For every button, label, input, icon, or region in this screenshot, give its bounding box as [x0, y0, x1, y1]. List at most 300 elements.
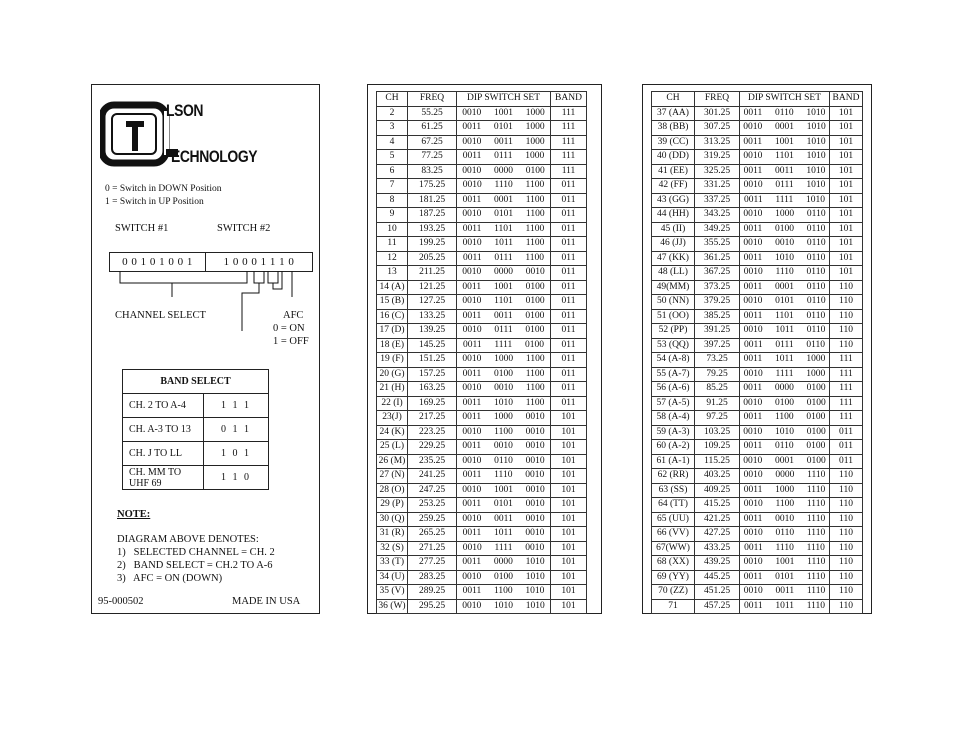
cell-channel: 6 [377, 164, 408, 179]
cell-dip-switch: 0010 1101 1010 [740, 150, 830, 165]
cell-dip-switch: 0011 0111 1000 [457, 150, 551, 165]
cell-channel: 56 (A-6) [652, 382, 695, 397]
cell-dip-switch: 0010 1110 0110 [740, 266, 830, 281]
cell-dip-switch: 0011 1101 0110 [740, 309, 830, 324]
logo-word-bottom: ECHNOLOGY [171, 147, 258, 166]
cell-frequency: 157.25 [408, 367, 457, 382]
table-row [652, 121, 863, 136]
table-row [652, 396, 863, 411]
cell-channel: 58 (A-4) [652, 411, 695, 426]
table-row [377, 483, 587, 498]
cell-band: 101 [551, 498, 587, 513]
cell-channel: 65 (UU) [652, 512, 695, 527]
cell-frequency: 55.25 [408, 106, 457, 121]
cell-frequency: 115.25 [695, 454, 740, 469]
cell-dip-switch: 0010 0000 0100 [457, 164, 551, 179]
band-value: 1 1 0 [204, 466, 269, 490]
cell-frequency: 385.25 [695, 309, 740, 324]
cell-frequency: 73.25 [695, 353, 740, 368]
table-row [652, 179, 863, 194]
cell-frequency: 403.25 [695, 469, 740, 484]
cell-channel: 53 (QQ) [652, 338, 695, 353]
table-row [377, 411, 587, 426]
table-body [652, 106, 863, 614]
cell-frequency: 223.25 [408, 425, 457, 440]
cell-channel: 9 [377, 208, 408, 223]
cell-channel: 46 (JJ) [652, 237, 695, 252]
table-row [377, 135, 587, 150]
cell-band: 011 [551, 367, 587, 382]
cell-band: 110 [830, 556, 863, 571]
cell-channel: 25 (L) [377, 440, 408, 455]
cell-band: 011 [830, 454, 863, 469]
cell-channel: 63 (SS) [652, 483, 695, 498]
cell-dip-switch: 0010 0011 1110 [740, 585, 830, 600]
cell-channel: 61 (A-1) [652, 454, 695, 469]
note-line-3: 3) AFC = ON (DOWN) [117, 573, 223, 584]
table-row [377, 280, 587, 295]
table-row [652, 382, 863, 397]
cell-dip-switch: 0011 1100 1010 [457, 585, 551, 600]
cell-frequency: 415.25 [695, 498, 740, 513]
table-row [652, 556, 863, 571]
cell-dip-switch: 0011 0000 1010 [457, 556, 551, 571]
cell-dip-switch: 0011 1010 0110 [740, 251, 830, 266]
cell-frequency: 193.25 [408, 222, 457, 237]
cell-frequency: 379.25 [695, 295, 740, 310]
cell-channel: 51 (OO) [652, 309, 695, 324]
table-row [652, 266, 863, 281]
table-row [377, 324, 587, 339]
cell-channel: 3 [377, 121, 408, 136]
table-row [377, 527, 587, 542]
cell-band: 110 [830, 541, 863, 556]
band-select-title: BAND SELECT [123, 370, 269, 394]
cell-frequency: 229.25 [408, 440, 457, 455]
cell-dip-switch: 0011 1110 0010 [457, 469, 551, 484]
cell-frequency: 151.25 [408, 353, 457, 368]
cell-dip-switch: 0010 1000 1100 [457, 353, 551, 368]
cell-frequency: 265.25 [408, 527, 457, 542]
band-row [123, 394, 269, 418]
cell-band: 011 [551, 309, 587, 324]
cell-frequency: 445.25 [695, 570, 740, 585]
cell-channel: 4 [377, 135, 408, 150]
cell-band: 011 [551, 193, 587, 208]
table-row [377, 498, 587, 513]
reference-card [91, 84, 320, 614]
table-row [377, 556, 587, 571]
table-row [377, 512, 587, 527]
cell-channel: 48 (LL) [652, 266, 695, 281]
header-band: BAND [551, 92, 587, 107]
cell-frequency: 295.25 [408, 599, 457, 614]
band-label: CH. MM TO UHF 69 [123, 466, 204, 490]
cell-band: 101 [551, 425, 587, 440]
table-row [652, 570, 863, 585]
cell-frequency: 127.25 [408, 295, 457, 310]
cell-frequency: 169.25 [408, 396, 457, 411]
cell-frequency: 163.25 [408, 382, 457, 397]
cell-band: 101 [830, 251, 863, 266]
cell-channel: 54 (A-8) [652, 353, 695, 368]
cell-dip-switch: 0011 0011 1010 [740, 164, 830, 179]
cell-frequency: 83.25 [408, 164, 457, 179]
afc-off-label: 1 = OFF [273, 336, 309, 347]
cell-channel: 24 (K) [377, 425, 408, 440]
cell-frequency: 91.25 [695, 396, 740, 411]
cell-band: 110 [830, 483, 863, 498]
cell-band: 101 [551, 541, 587, 556]
cell-frequency: 211.25 [408, 266, 457, 281]
cell-dip-switch: 0011 1011 1000 [740, 353, 830, 368]
switch2-label: SWITCH #2 [217, 223, 271, 234]
part-number: 95-000502 [98, 596, 144, 607]
cell-frequency: 187.25 [408, 208, 457, 223]
table-row [652, 454, 863, 469]
cell-channel: 70 (ZZ) [652, 585, 695, 600]
cell-frequency: 391.25 [695, 324, 740, 339]
header-dip: DIP SWITCH SET [740, 92, 830, 107]
cell-frequency: 325.25 [695, 164, 740, 179]
cell-channel: 32 (S) [377, 541, 408, 556]
cell-channel: 44 (HH) [652, 208, 695, 223]
cell-dip-switch: 0011 0110 1010 [740, 106, 830, 121]
table-row [652, 353, 863, 368]
cell-band: 011 [830, 440, 863, 455]
table-row [377, 106, 587, 121]
cell-dip-switch: 0011 0010 0010 [457, 440, 551, 455]
table-row [377, 266, 587, 281]
cell-channel: 34 (U) [377, 570, 408, 585]
table-row [652, 222, 863, 237]
cell-dip-switch: 0011 0001 1100 [457, 193, 551, 208]
table-row [652, 411, 863, 426]
cell-dip-switch: 0011 0100 1100 [457, 367, 551, 382]
cell-band: 110 [830, 570, 863, 585]
note-title: NOTE: [117, 509, 151, 520]
cell-band: 111 [551, 106, 587, 121]
cell-channel: 62 (RR) [652, 469, 695, 484]
table-row [377, 208, 587, 223]
table-row [377, 367, 587, 382]
cell-band: 111 [830, 367, 863, 382]
cell-band: 111 [551, 135, 587, 150]
cell-band: 110 [830, 309, 863, 324]
cell-frequency: 289.25 [408, 585, 457, 600]
header-band: BAND [830, 92, 863, 107]
cell-dip-switch: 0010 0111 1010 [740, 179, 830, 194]
cell-dip-switch: 0010 0011 1000 [457, 135, 551, 150]
table-row [377, 179, 587, 194]
table-row [377, 150, 587, 165]
table-row [652, 324, 863, 339]
cell-frequency: 355.25 [695, 237, 740, 252]
cell-dip-switch: 0010 0101 0110 [740, 295, 830, 310]
cell-frequency: 205.25 [408, 251, 457, 266]
cell-channel: 15 (B) [377, 295, 408, 310]
table-row [377, 193, 587, 208]
cell-dip-switch: 0010 1111 0010 [457, 541, 551, 556]
cell-band: 101 [830, 222, 863, 237]
cell-band: 101 [551, 469, 587, 484]
cell-channel: 13 [377, 266, 408, 281]
header-dip: DIP SWITCH SET [457, 92, 551, 107]
cell-dip-switch: 0010 0110 1110 [740, 527, 830, 542]
cell-frequency: 361.25 [695, 251, 740, 266]
note-line-1: 1) SELECTED CHANNEL = CH. 2 [117, 547, 275, 558]
cell-channel: 21 (H) [377, 382, 408, 397]
cell-channel: 38 (BB) [652, 121, 695, 136]
cell-dip-switch: 0011 1001 1010 [740, 135, 830, 150]
cell-frequency: 199.25 [408, 237, 457, 252]
cell-channel: 59 (A-3) [652, 425, 695, 440]
cell-channel: 52 (PP) [652, 324, 695, 339]
table-row [652, 541, 863, 556]
table-row [377, 251, 587, 266]
cell-dip-switch: 0010 1001 0010 [457, 483, 551, 498]
cell-dip-switch: 0011 1000 1110 [740, 483, 830, 498]
table-row [652, 469, 863, 484]
cell-channel: 69 (YY) [652, 570, 695, 585]
cell-frequency: 217.25 [408, 411, 457, 426]
cell-channel: 42 (FF) [652, 179, 695, 194]
cell-dip-switch: 0011 1100 0100 [740, 411, 830, 426]
cell-band: 011 [551, 353, 587, 368]
cell-channel: 28 (O) [377, 483, 408, 498]
table-row [652, 512, 863, 527]
cell-dip-switch: 0011 1101 1100 [457, 222, 551, 237]
cell-band: 111 [830, 353, 863, 368]
cell-dip-switch: 0011 1011 0010 [457, 527, 551, 542]
cell-dip-switch: 0011 1110 1110 [740, 541, 830, 556]
cell-frequency: 277.25 [408, 556, 457, 571]
cell-frequency: 139.25 [408, 324, 457, 339]
cell-channel: 19 (F) [377, 353, 408, 368]
table-row [652, 425, 863, 440]
cell-band: 101 [830, 121, 863, 136]
cell-band: 101 [551, 483, 587, 498]
table-row [652, 251, 863, 266]
cell-frequency: 109.25 [695, 440, 740, 455]
cell-channel: 5 [377, 150, 408, 165]
cell-frequency: 61.25 [408, 121, 457, 136]
cell-band: 011 [551, 251, 587, 266]
legend-line-2: 1 = Switch in UP Position [105, 197, 204, 207]
table-row [652, 150, 863, 165]
table-row [377, 454, 587, 469]
cell-frequency: 373.25 [695, 280, 740, 295]
cell-dip-switch: 0010 0100 1010 [457, 570, 551, 585]
cell-channel: 71 [652, 599, 695, 614]
afc-label: AFC [283, 310, 304, 321]
cell-channel: 2 [377, 106, 408, 121]
table-row [377, 585, 587, 600]
made-in-usa: MADE IN USA [232, 596, 301, 607]
cell-channel: 30 (Q) [377, 512, 408, 527]
cell-frequency: 235.25 [408, 454, 457, 469]
table-row [377, 338, 587, 353]
cell-channel: 20 (G) [377, 367, 408, 382]
cell-band: 111 [830, 396, 863, 411]
cell-band: 101 [551, 411, 587, 426]
table-row [652, 208, 863, 223]
cell-band: 011 [551, 382, 587, 397]
table-row [377, 353, 587, 368]
cell-dip-switch: 0011 0111 0110 [740, 338, 830, 353]
cell-channel: 45 (II) [652, 222, 695, 237]
cell-band: 111 [551, 164, 587, 179]
cell-frequency: 79.25 [695, 367, 740, 382]
cell-channel: 17 (D) [377, 324, 408, 339]
cell-channel: 41 (EE) [652, 164, 695, 179]
cell-frequency: 145.25 [408, 338, 457, 353]
cell-channel: 37 (AA) [652, 106, 695, 121]
cell-frequency: 259.25 [408, 512, 457, 527]
cell-dip-switch: 0010 1011 0110 [740, 324, 830, 339]
cell-band: 111 [551, 150, 587, 165]
cell-dip-switch: 0010 0001 1010 [740, 121, 830, 136]
cell-frequency: 319.25 [695, 150, 740, 165]
cell-frequency: 409.25 [695, 483, 740, 498]
cell-dip-switch: 0011 1111 1010 [740, 193, 830, 208]
cell-channel: 60 (A-2) [652, 440, 695, 455]
bracket-lines [92, 271, 321, 331]
cell-band: 110 [830, 469, 863, 484]
cell-dip-switch: 0010 1000 0110 [740, 208, 830, 223]
cell-band: 011 [551, 280, 587, 295]
cell-band: 110 [830, 527, 863, 542]
cell-dip-switch: 0011 0101 0010 [457, 498, 551, 513]
cell-band: 101 [551, 454, 587, 469]
cell-channel: 49(MM) [652, 280, 695, 295]
cell-band: 110 [830, 599, 863, 614]
table-row [652, 193, 863, 208]
logo-word-top: LSON [166, 101, 204, 120]
band-label: CH. J TO LL [123, 442, 204, 466]
cell-frequency: 85.25 [695, 382, 740, 397]
table-row [377, 425, 587, 440]
cell-channel: 40 (DD) [652, 150, 695, 165]
cell-dip-switch: 0010 0011 0010 [457, 512, 551, 527]
cell-dip-switch: 0010 1110 1100 [457, 179, 551, 194]
table-row [652, 164, 863, 179]
header-freq: FREQ [695, 92, 740, 107]
table-row [377, 382, 587, 397]
cell-dip-switch: 0011 1010 1100 [457, 396, 551, 411]
cell-dip-switch: 0011 0001 0110 [740, 280, 830, 295]
table-row [377, 469, 587, 484]
cell-band: 011 [551, 396, 587, 411]
cell-dip-switch: 0010 0110 0010 [457, 454, 551, 469]
cell-dip-switch: 0011 0011 0100 [457, 309, 551, 324]
band-label: CH. 2 TO A-4 [123, 394, 204, 418]
cell-band: 101 [830, 208, 863, 223]
cell-channel: 39 (CC) [652, 135, 695, 150]
cell-dip-switch: 0010 1100 1110 [740, 498, 830, 513]
cell-band: 101 [551, 599, 587, 614]
channel-table-panel-1 [367, 84, 602, 614]
cell-channel: 16 (C) [377, 309, 408, 324]
cell-band: 111 [551, 121, 587, 136]
cell-channel: 12 [377, 251, 408, 266]
switch1-bits: 0 0 1 0 1 0 0 1 [110, 253, 206, 271]
cell-channel: 67(WW) [652, 541, 695, 556]
table-row [377, 541, 587, 556]
table-row [652, 367, 863, 382]
table-row [377, 599, 587, 614]
cell-frequency: 451.25 [695, 585, 740, 600]
table-row [652, 483, 863, 498]
cell-band: 101 [830, 193, 863, 208]
cell-dip-switch: 0010 1010 1010 [457, 599, 551, 614]
table-row [652, 295, 863, 310]
cell-channel: 55 (A-7) [652, 367, 695, 382]
cell-band: 101 [830, 135, 863, 150]
cell-dip-switch: 0010 0000 0010 [457, 266, 551, 281]
cell-channel: 10 [377, 222, 408, 237]
cell-band: 011 [551, 237, 587, 252]
table-row [377, 440, 587, 455]
cell-channel: 8 [377, 193, 408, 208]
table-row [652, 135, 863, 150]
header-ch: CH [652, 92, 695, 107]
cell-band: 011 [551, 222, 587, 237]
cell-frequency: 175.25 [408, 179, 457, 194]
cell-dip-switch: 0010 1100 0010 [457, 425, 551, 440]
cell-frequency: 271.25 [408, 541, 457, 556]
cell-channel: 47 (KK) [652, 251, 695, 266]
cell-band: 110 [830, 498, 863, 513]
cell-band: 011 [551, 179, 587, 194]
cell-band: 011 [551, 266, 587, 281]
cell-band: 101 [551, 440, 587, 455]
cell-band: 110 [830, 280, 863, 295]
note-heading: DIAGRAM ABOVE DENOTES: [117, 534, 259, 545]
band-row [123, 442, 269, 466]
table-row [377, 309, 587, 324]
cell-band: 111 [830, 411, 863, 426]
table-row [652, 309, 863, 324]
cell-band: 011 [551, 338, 587, 353]
cell-channel: 18 (E) [377, 338, 408, 353]
cell-band: 101 [830, 164, 863, 179]
cell-channel: 14 (A) [377, 280, 408, 295]
cell-band: 110 [830, 324, 863, 339]
table-row [377, 222, 587, 237]
cell-frequency: 337.25 [695, 193, 740, 208]
cell-band: 011 [551, 208, 587, 223]
cell-channel: 68 (XX) [652, 556, 695, 571]
header-freq: FREQ [408, 92, 457, 107]
switch1-label: SWITCH #1 [115, 223, 169, 234]
cell-band: 110 [830, 512, 863, 527]
cell-frequency: 241.25 [408, 469, 457, 484]
cell-dip-switch: 0010 0100 0100 [740, 396, 830, 411]
band-select-table [122, 369, 269, 490]
cell-frequency: 121.25 [408, 280, 457, 295]
cell-dip-switch: 0010 0111 0100 [457, 324, 551, 339]
cell-dip-switch: 0010 1111 1000 [740, 367, 830, 382]
band-row [123, 466, 269, 490]
cell-channel: 26 (M) [377, 454, 408, 469]
cell-band: 111 [830, 382, 863, 397]
cell-frequency: 397.25 [695, 338, 740, 353]
channel-table-1 [376, 91, 587, 614]
cell-channel: 36 (W) [377, 599, 408, 614]
band-value: 0 1 1 [204, 418, 269, 442]
legend-line-1: 0 = Switch in DOWN Position [105, 184, 222, 194]
